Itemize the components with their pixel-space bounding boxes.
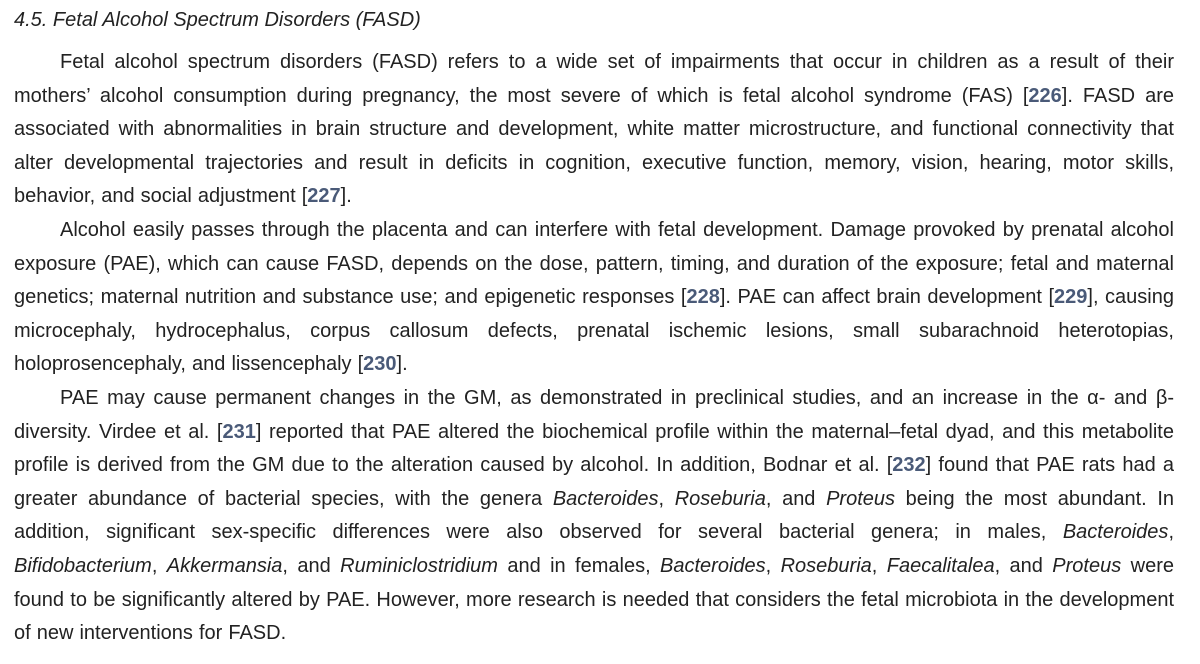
genus-name: Bacteroides <box>552 487 659 510</box>
genus-name: Roseburia <box>780 554 872 577</box>
genus-name: Faecalitalea <box>886 554 995 577</box>
text: . PAE can affect brain development <box>725 286 1049 309</box>
text: , and <box>765 487 827 510</box>
genus-name: Proteus <box>1052 554 1122 577</box>
genus-name: Bacteroides <box>660 554 766 577</box>
citation-link-228[interactable]: 228 <box>686 286 720 309</box>
text: , <box>765 554 781 577</box>
text: Alcohol easily passes through the placenta and can interfere with fetal development. Damage provoked by prenatal alcohol exposure (PAE), which can cause FASD, depends on the dose, pattern, timing, and duration of the exposure; fetal and maternal genetics; maternal nutrition and substance use; and epigenetic responses <box>14 218 1174 309</box>
genus-name: Bifidobacterium <box>14 554 152 577</box>
text: found that PAE rats had a greater abundance of bacterial species, with the genera <box>14 454 1174 510</box>
citation-link-226[interactable]: 226 <box>1028 84 1062 107</box>
text: . FASD are associated with abnormalities in brain structure and development, white matter microstructure, and functional connectivity that alter developmental trajectories and result in deficits in cognition, executive function, memory, vision, hearing, motor skills, behavior, and social adjustment <box>14 84 1174 208</box>
text: , <box>658 487 675 510</box>
text: , and <box>282 554 341 577</box>
genus-name: Akkermansia <box>166 554 283 577</box>
text: . <box>402 353 408 376</box>
text: . <box>346 185 352 208</box>
paragraph-1: Fetal alcohol spectrum disorders (FASD) refers to a wide set of impairments that occur in children as a result of their mothers’ alcohol consumption during pregnancy, the most severe of which is fetal alcohol syndrome (FAS) [226]. FASD are associated with abnormalities in brain structure and development, white matter microstructure, and functional connectivity that alter developmental trajectories and result in deficits in cognition, executive function, memory, vision, hearing, motor skills, behavior, and social adjustment [227]. <box>14 51 1174 208</box>
genus-name: Roseburia <box>674 487 766 510</box>
citation-link-231[interactable]: 231 <box>222 420 256 443</box>
text: and in females, <box>497 554 661 577</box>
genus-name: Proteus <box>826 487 896 510</box>
text: , <box>1168 521 1174 544</box>
text: being the most abundant. In addition, significant sex-specific differences were also observed for several bacterial genera; in males, <box>14 487 1175 544</box>
text: PAE may cause permanent changes in the GM, as demonstrated in preclinical studies, and an increase in the α- and β-diversity. Virdee et al. <box>14 386 1174 443</box>
citation-link-232[interactable]: 232 <box>892 454 926 477</box>
citation-link-230[interactable]: 230 <box>363 353 397 376</box>
genus-name: Ruminiclostridium <box>340 554 498 577</box>
citation-link-229[interactable]: 229 <box>1054 286 1088 309</box>
article-section <box>14 4 1174 651</box>
text: reported that PAE altered the biochemical profile within the maternal–fetal dyad, and this metabolite profile is derived from the GM due to the alteration caused by alcohol. In addition, Bodnar et al. <box>14 420 1174 477</box>
paragraph-2: Alcohol easily passes through the placenta and can interfere with fetal development. Damage provoked by prenatal alcohol exposure (PAE), which can cause FASD, depends on the dose, pattern, timing, and duration of the exposure; fetal and maternal genetics; maternal nutrition and substance use; and epigenetic responses [228]. PAE can affect brain development [229], causing microcephaly, hydrocephalus, corpus callosum defects, prenatal ischemic lesions, small subarachnoid heterotopias, holoprosencephaly, and lissencephaly [230]. <box>14 218 1174 376</box>
citation-link-227[interactable]: 227 <box>307 185 341 208</box>
genus-name: Bacteroides <box>1062 521 1169 544</box>
paragraph-3: PAE may cause permanent changes in the GM, as demonstrated in preclinical studies, and an increase in the α- and β-diversity. Virdee et al. [231] reported that PAE altered the biochemical profile within the maternal–fetal dyad, and this metabolite profile is derived from the GM due to the alteration caused by alcohol. In addition, Bodnar et al. [232] found that PAE rats had a greater abundance of bacterial species, with the genera Bacteroides, Roseburia, and Proteus being the most abundant. In addition, significant sex-specific differences were also observed for several bacterial genera; in males, Bacteroides, Bifidobacterium, Akkermansia, and Ruminiclostridium and in females, Bacteroides, Roseburia, Faecalitalea, and Proteus were found to be significantly altered by PAE. However, more research is needed that considers the fetal microbiota in the development of new interventions for FASD. <box>14 386 1175 645</box>
section-heading: 4.5. Fetal Alcohol Spectrum Disorders (FASD) <box>14 9 421 31</box>
text: Fetal alcohol spectrum disorders (FASD) refers to a wide set of impairments that occur in children as a result of their mothers’ alcohol consumption during pregnancy, the most severe of which is fetal alcohol syndrome (FAS) <box>14 51 1174 107</box>
text: were found to be significantly altered by PAE. However, more research is needed that considers the fetal microbiota in the development of new interventions for FASD. <box>14 554 1174 645</box>
text: , and <box>994 554 1053 577</box>
text: , <box>151 554 167 577</box>
text: , causing microcephaly, hydrocephalus, corpus callosum defects, prenatal ischemic lesions, small subarachnoid heterotopias, holoprosencephaly, and lissencephaly <box>14 286 1174 376</box>
text: , <box>871 554 887 577</box>
